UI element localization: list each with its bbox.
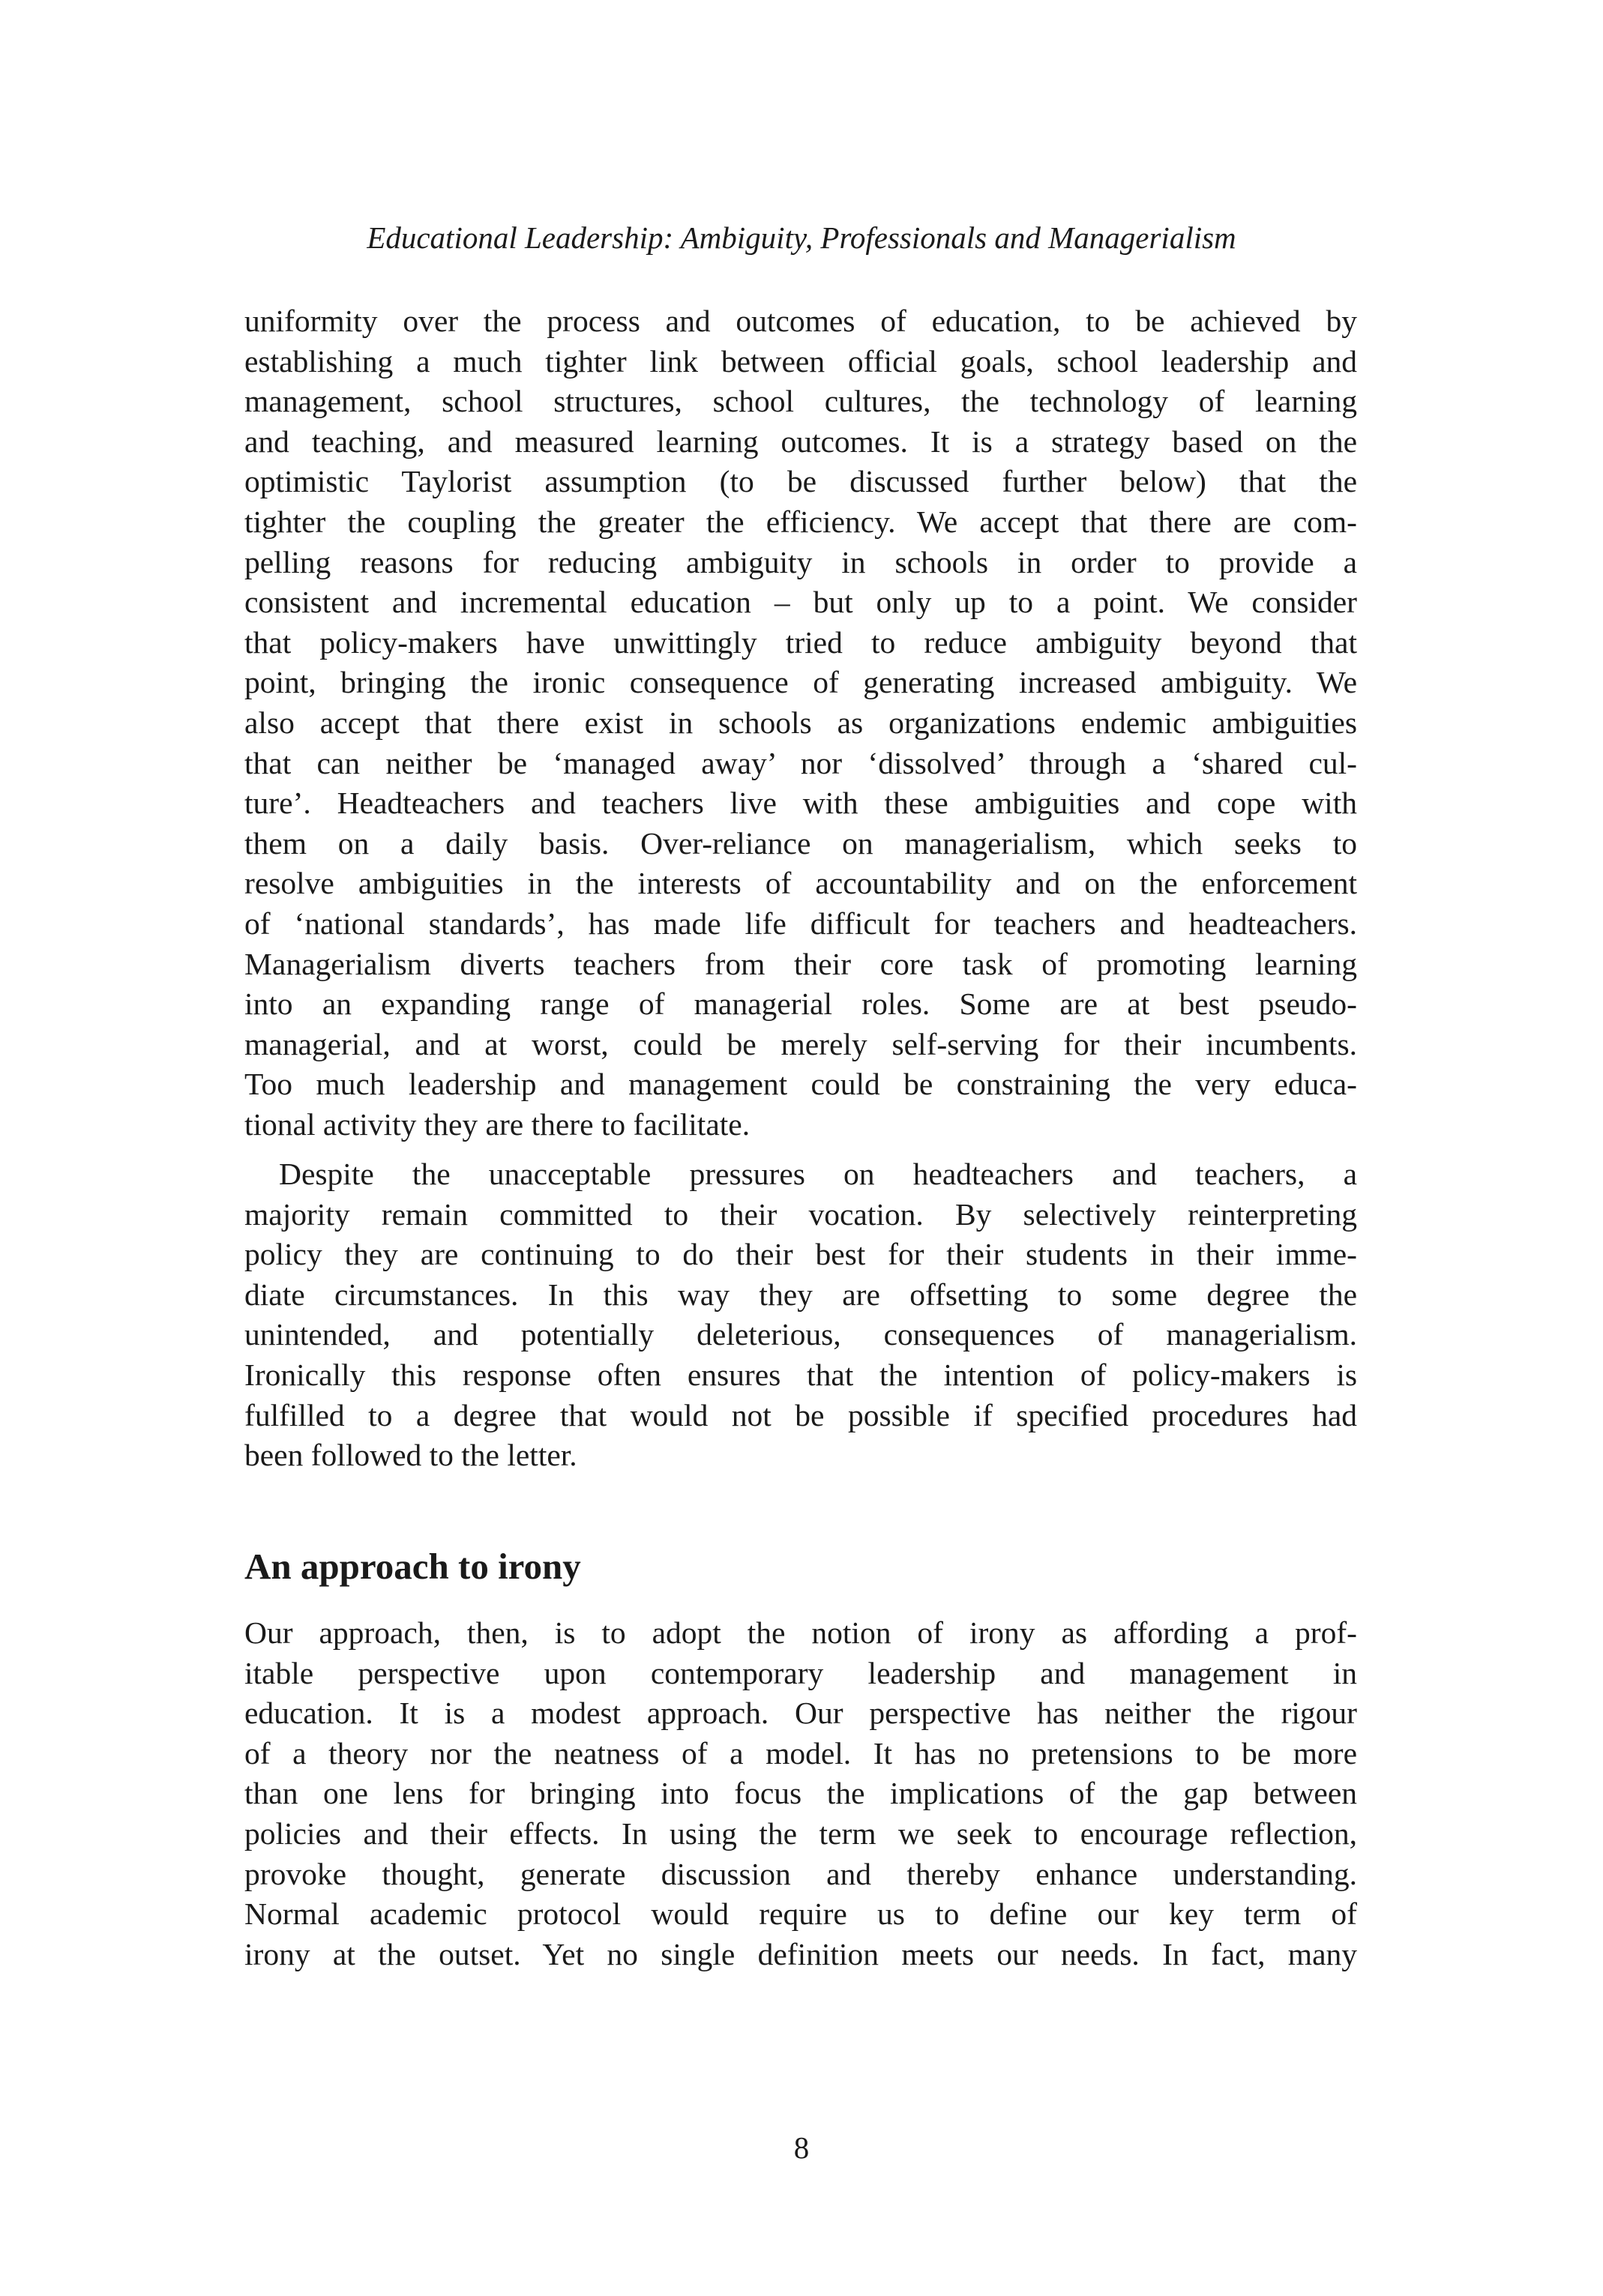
section-heading: An approach to irony bbox=[244, 1546, 581, 1587]
text-line: education. It is a modest approach. Our perspective has neither the rigour bbox=[244, 1696, 1357, 1731]
text-line: majority remain committed to their vocation. By selectively reinterpreting bbox=[244, 1196, 1357, 1232]
text-line: of a theory nor the neatness of a model. It has no pretensions to be more bbox=[244, 1735, 1357, 1771]
text-line: and teaching, and measured learning outcomes. It is a strategy based on the bbox=[244, 424, 1357, 459]
text-line: provoke thought, generate discussion and thereby enhance understanding. bbox=[244, 1856, 1357, 1891]
text-line: Managerialism diverts teachers from their core task of promoting learning bbox=[244, 946, 1357, 981]
text-line: itable perspective upon contemporary leadership and management in bbox=[244, 1655, 1357, 1690]
text-line: fulfilled to a degree that would not be possible if specified procedures had bbox=[244, 1397, 1357, 1432]
text-line: managerial, and at worst, could be merely self-serving for their incumbents. bbox=[244, 1026, 1357, 1061]
text-line: policies and their effects. In using the term we seek to encourage reflection, bbox=[244, 1816, 1357, 1851]
text-line: uniformity over the process and outcomes of education, to be achieved by bbox=[244, 304, 1357, 338]
text-line: Our approach, then, is to adopt the notion of irony as affording a prof- bbox=[244, 1615, 1357, 1650]
text-line: that policy-makers have unwittingly tried to reduce ambiguity beyond that bbox=[244, 624, 1357, 660]
text-line: establishing a much tighter link between official goals, school leadership and bbox=[244, 343, 1357, 379]
text-line: them on a daily basis. Over-reliance on managerialism, which seeks to bbox=[244, 825, 1357, 861]
body-paragraph-1 bbox=[244, 301, 1357, 1145]
body-paragraph-3 bbox=[244, 1613, 1357, 1974]
text-line: consistent and incremental education – but only up to a point. We consider bbox=[244, 585, 1357, 620]
text-line: also accept that there exist in schools as organizations endemic ambiguities bbox=[244, 705, 1357, 740]
text-line: into an expanding range of managerial roles. Some are at best pseudo- bbox=[244, 986, 1357, 1022]
text-line: resolve ambiguities in the interests of accountability and on the enforcement bbox=[244, 866, 1357, 901]
text-line: optimistic Taylorist assumption (to be discussed further below) that the bbox=[244, 464, 1357, 499]
text-line: ture’. Headteachers and teachers live with these ambiguities and cope with bbox=[244, 786, 1357, 821]
text-line: that can neither be ‘managed away’ nor ‘dissolved’ through a ‘shared cul- bbox=[244, 745, 1357, 780]
running-head: Educational Leadership: Ambiguity, Professionals and Managerialism bbox=[367, 220, 1236, 255]
page-number: 8 bbox=[793, 2130, 810, 2165]
text-line: of ‘national standards’, has made life difficult for teachers and headteachers. bbox=[244, 906, 1357, 941]
text-line: than one lens for bringing into focus the implications of the gap between bbox=[244, 1776, 1357, 1811]
text-line: tighter the coupling the greater the efficiency. We accept that there are com- bbox=[244, 504, 1357, 539]
text-line: point, bringing the ironic consequence of generating increased ambiguity. We bbox=[244, 665, 1357, 700]
text-line: Ironically this response often ensures that the intention of policy-makers is bbox=[244, 1357, 1357, 1392]
text-line: diate circumstances. In this way they are offsetting to some degree the bbox=[244, 1277, 1357, 1312]
text-line: tional activity they are there to facilitate. bbox=[244, 1106, 751, 1142]
text-line: Too much leadership and management could be constraining the very educa- bbox=[244, 1067, 1357, 1102]
body-paragraph-2 bbox=[244, 1154, 1357, 1476]
text-line: unintended, and potentially deleterious, consequences of managerialism. bbox=[244, 1317, 1357, 1352]
text-line: management, school structures, school cultures, the technology of learning bbox=[244, 384, 1357, 419]
text-line: irony at the outset. Yet no single definition meets our needs. In fact, many bbox=[244, 1936, 1357, 1971]
text-line: policy they are continuing to do their best for their students in their imme- bbox=[244, 1237, 1357, 1272]
text-line: pelling reasons for reducing ambiguity in schools in order to provide a bbox=[244, 544, 1357, 579]
text-line: Despite the unacceptable pressures on headteachers and teachers, a bbox=[279, 1157, 1357, 1191]
text-line: been followed to the letter. bbox=[244, 1438, 577, 1473]
text-line: Normal academic protocol would require us to define our key term of bbox=[244, 1896, 1357, 1932]
